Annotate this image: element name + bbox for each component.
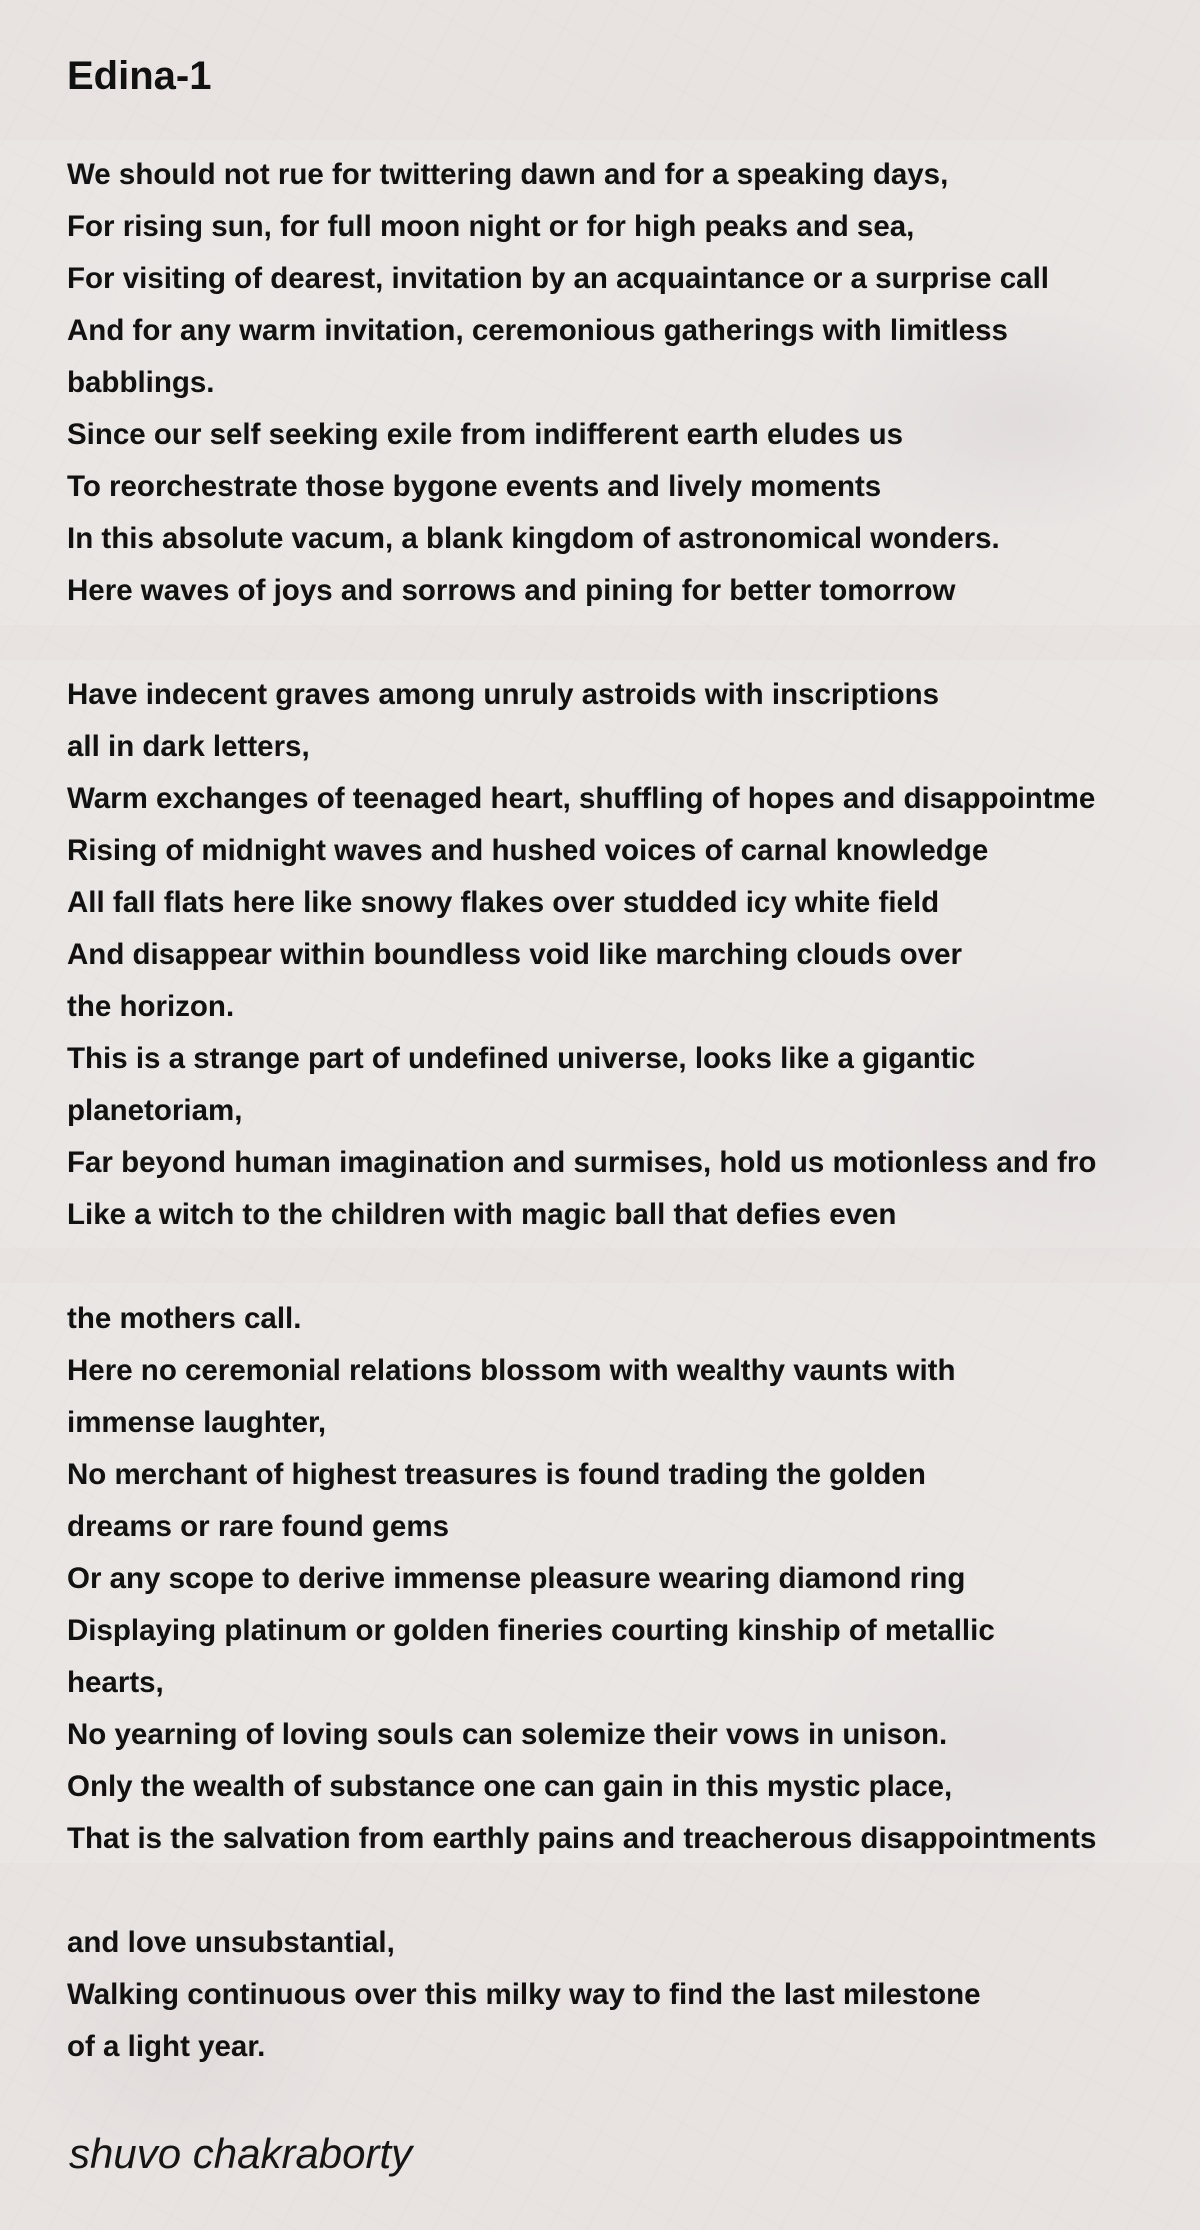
poem-line: Far beyond human imagination and surmises, hold us motionless and fro: [67, 1146, 1097, 1179]
poem-line: And disappear within boundless void like marching clouds over: [67, 938, 962, 971]
poem-title: Edina-1: [67, 54, 212, 98]
poem-line: No merchant of highest treasures is found trading the golden: [67, 1458, 926, 1491]
poem-line: That is the salvation from earthly pains and treacherous disappointments: [67, 1822, 1097, 1855]
poem-line: planetoriam,: [67, 1094, 243, 1127]
poem-line: Warm exchanges of teenaged heart, shuffling of hopes and disappointme: [67, 782, 1096, 815]
poem-line: Only the wealth of substance one can gain in this mystic place,: [67, 1770, 953, 1803]
poem-line: immense laughter,: [67, 1406, 327, 1439]
poem-line: babblings.: [67, 366, 215, 399]
poem-line: To reorchestrate those bygone events and lively moments: [67, 470, 882, 503]
poem-line: Or any scope to derive immense pleasure wearing diamond ring: [67, 1562, 966, 1595]
poem-line: Walking continuous over this milky way to find the last milestone: [67, 1978, 981, 2011]
poem-line: And for any warm invitation, ceremonious gatherings with limitless: [67, 314, 1008, 347]
poem-line: all in dark letters,: [67, 730, 310, 763]
poem-line: This is a strange part of undefined universe, looks like a gigantic: [67, 1042, 976, 1075]
poem-line: Displaying platinum or golden fineries courting kinship of metallic: [67, 1614, 995, 1647]
poem-line: Like a witch to the children with magic ball that defies even: [67, 1198, 897, 1231]
poem-line: Have indecent graves among unruly astroids with inscriptions: [67, 678, 940, 711]
poem-line: No yearning of loving souls can solemize their vows in unison.: [67, 1718, 948, 1751]
poem-line: the horizon.: [67, 990, 235, 1023]
poem-body: [67, 149, 1200, 2073]
poem-line: We should not rue for twittering dawn and for a speaking days,: [67, 158, 949, 191]
poem-line: For rising sun, for full moon night or for high peaks and sea,: [67, 210, 915, 243]
poem-line: Here no ceremonial relations blossom with wealthy vaunts with: [67, 1354, 956, 1387]
stanza-break: [67, 1241, 1200, 1293]
poem-line: Since our self seeking exile from indifferent earth eludes us: [67, 418, 904, 451]
poem-line: dreams or rare found gems: [67, 1510, 449, 1543]
poem-author: shuvo chakraborty: [69, 2130, 413, 2177]
poem-line: hearts,: [67, 1666, 164, 1699]
poem-line: the mothers call.: [67, 1302, 302, 1335]
stanza-break: [67, 617, 1200, 669]
stanza-break: [67, 1865, 1200, 1917]
poem-line: All fall flats here like snowy flakes over studded icy white field: [67, 886, 940, 919]
poem-line: Here waves of joys and sorrows and pining for better tomorrow: [67, 574, 956, 607]
poem-line: For visiting of dearest, invitation by an acquaintance or a surprise call: [67, 262, 1049, 295]
poem-line: In this absolute vacum, a blank kingdom of astronomical wonders.: [67, 522, 1000, 555]
poem-line: of a light year.: [67, 2030, 266, 2063]
poem-line: and love unsubstantial,: [67, 1926, 395, 1959]
poem-line: Rising of midnight waves and hushed voices of carnal knowledge: [67, 834, 989, 867]
